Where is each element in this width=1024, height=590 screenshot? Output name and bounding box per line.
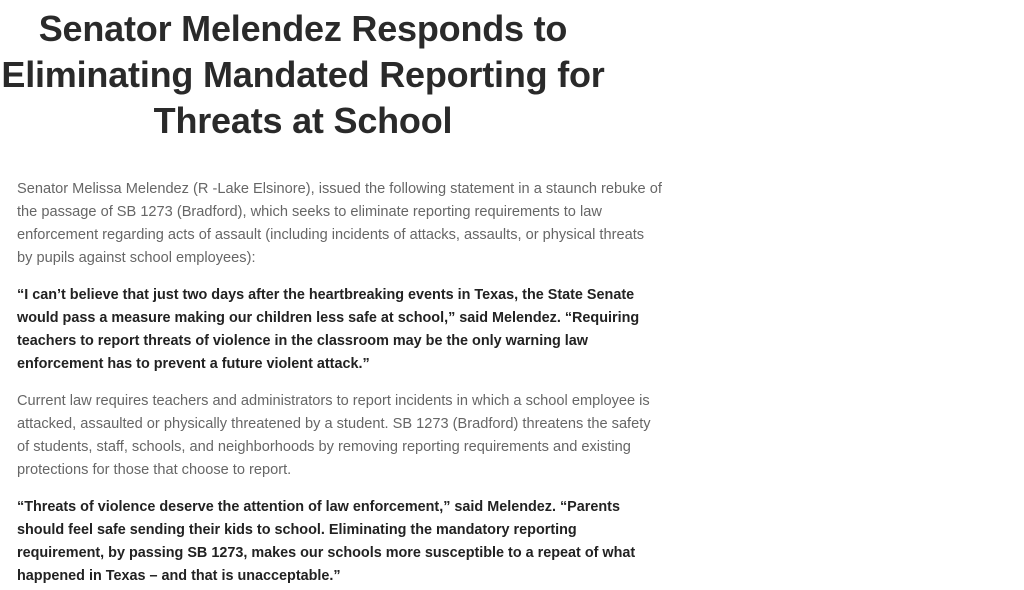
article-paragraph-current-law: Current law requires teachers and administrators to report incidents in which a school employee is attacked, assaulted or physically threatened by a student. SB 1273 (Bradford) threatens the safety of students, staff, schools, and neighborhoods by removing reporting requirements and existing protections for those that choose to report. — [17, 393, 651, 478]
article-quote-2: “Threats of violence deserve the attention of law enforcement,” said Melendez. “Parents should feel safe sending their kids to school. Eliminating the mandatory reporting requirement, by passing SB 1273, makes our schools more susceptible to a repeat of what happened in Texas – and that is unacceptable.” — [17, 499, 636, 584]
article-paragraph-intro: Senator Melissa Melendez (R -Lake Elsinore), issued the following statement in a staunch rebuke of the passage of SB 1273 (Bradford), which seeks to eliminate reporting requirements to law enforcement regarding acts of assault (including incidents of attacks, assaults, or physical threats by pupils against school employees): — [17, 181, 662, 266]
article-quote-1: “I can’t believe that just two days after the heartbreaking events in Texas, the State Senate would pass a measure making our children less safe at school,” said Melendez. “Requiring teachers to report threats of violence in the classroom may be the only warning law enforcement has to prevent a future violent attack.” — [17, 287, 640, 372]
article-title: Senator Melendez Responds to Eliminating Mandated Reporting for Threats at School — [1, 8, 605, 141]
